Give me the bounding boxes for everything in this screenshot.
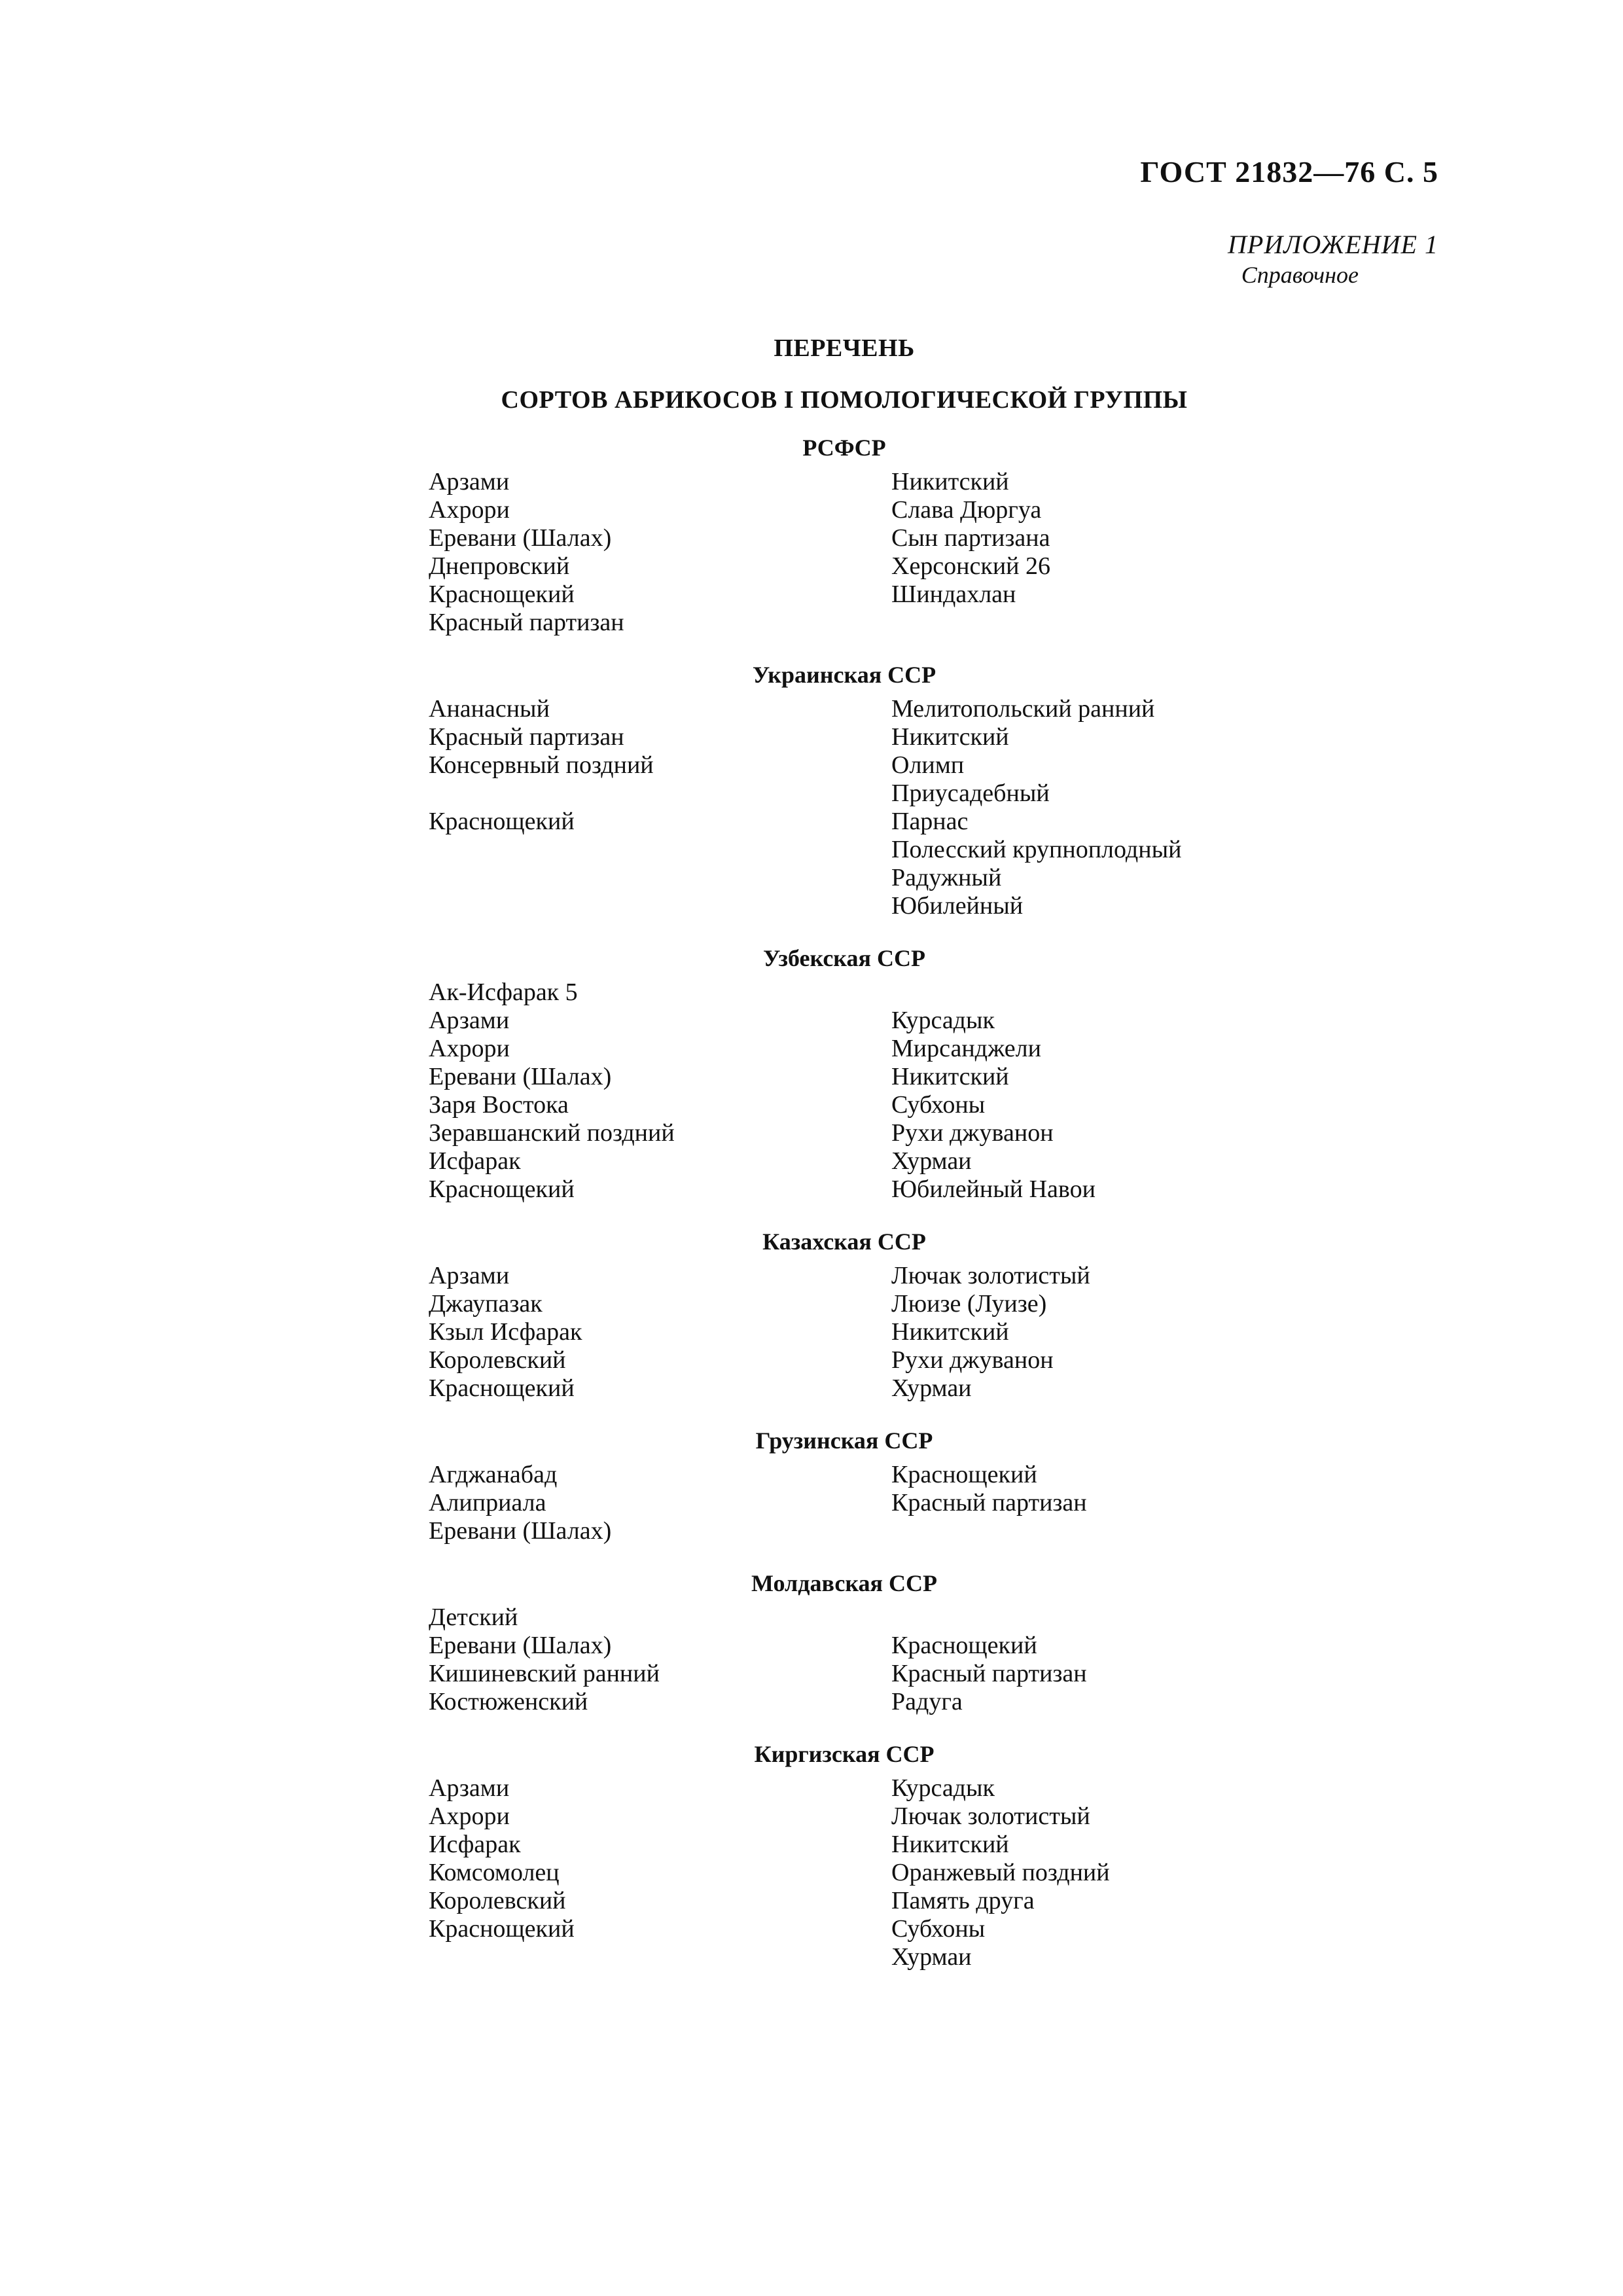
region-title: Грузинская ССР — [755, 1427, 933, 1454]
variety-name: Радужный — [891, 864, 1002, 891]
variety-name: Радуга — [891, 1688, 963, 1715]
variety-name: Мирсанджели — [891, 1035, 1041, 1062]
variety-name: Никитский — [891, 468, 1009, 495]
variety-name: Никитский — [891, 723, 1009, 751]
variety-name: Парнас — [891, 808, 969, 835]
variety-name: Ахрори — [429, 1803, 510, 1830]
variety-name: Еревани (Шалах) — [429, 524, 612, 552]
right-column — [887, 1262, 1415, 1403]
variety-name: Лючак золотистый — [891, 1262, 1090, 1289]
variety-name: Лючак золотистый — [891, 1803, 1090, 1830]
variety-name: Красный партизан — [891, 1660, 1087, 1687]
variety-name: Хурмаи — [891, 1374, 972, 1402]
right-column — [887, 468, 1415, 637]
variety-name: Полесский крупноплодный — [891, 836, 1182, 863]
variety-name: Оранжевый поздний — [891, 1859, 1110, 1886]
right-column — [887, 695, 1415, 920]
blank-line — [891, 1604, 1415, 1632]
variety-name: Арзами — [429, 468, 510, 495]
variety-name: Арзами — [429, 1774, 510, 1802]
variety-name: Курсадык — [891, 1007, 995, 1034]
variety-name: Арзами — [429, 1007, 510, 1034]
variety-name: Комсомолец — [429, 1859, 560, 1886]
document-title-block — [65, 334, 1623, 414]
variety-name: Приусадебный — [891, 780, 1050, 807]
region-columns — [0, 695, 1623, 920]
variety-name: Юбилейный Навои — [891, 1175, 1096, 1203]
region-section — [0, 1734, 1623, 1971]
variety-name: Хурмаи — [891, 1943, 972, 1971]
appendix-subtitle: Справочное — [1241, 262, 1359, 288]
variety-name: Сын партизана — [891, 524, 1050, 552]
variety-name: Красный партизан — [429, 609, 624, 636]
variety-name: Ахрори — [429, 1035, 510, 1062]
region-section — [0, 1563, 1623, 1716]
variety-name: Субхоны — [891, 1091, 986, 1119]
region-columns — [0, 1604, 1623, 1716]
region-columns — [0, 1262, 1623, 1403]
variety-name: Красный партизан — [891, 1489, 1087, 1516]
region-columns — [0, 978, 1623, 1204]
variety-name: Детский — [429, 1604, 518, 1631]
right-column — [887, 978, 1415, 1204]
variety-name: Джаупазак — [429, 1290, 543, 1318]
variety-name: Слава Дюргуа — [891, 496, 1042, 524]
variety-name: Шиндахлан — [891, 581, 1016, 608]
variety-name: Кзыл Исфарак — [429, 1318, 582, 1346]
region-section — [0, 1221, 1623, 1403]
region-title: Киргизская ССР — [754, 1741, 935, 1767]
variety-name: Никитский — [891, 1318, 1009, 1346]
variety-name: Память друга — [891, 1887, 1035, 1914]
document-title: ПЕРЕЧЕНЬ — [774, 334, 915, 362]
right-column — [887, 1604, 1415, 1716]
variety-name: Агджанабад — [429, 1461, 558, 1488]
variety-name: Алиприала — [429, 1489, 546, 1516]
variety-name: Исфарак — [429, 1831, 521, 1858]
right-column — [887, 1774, 1415, 1971]
variety-name: Юбилейный — [891, 892, 1024, 920]
region-title: Узбекская ССР — [763, 945, 925, 971]
region-title: РСФСР — [802, 435, 886, 461]
variety-name: Заря Востока — [429, 1091, 569, 1119]
variety-name: Костюженский — [429, 1688, 588, 1715]
region-columns — [0, 1774, 1623, 1971]
appendix-title: ПРИЛОЖЕНИЕ 1 — [1228, 230, 1438, 259]
variety-name: Зеравшанский поздний — [429, 1119, 675, 1147]
region-title: Украинская ССР — [752, 662, 936, 688]
variety-name: Кишиневский ранний — [429, 1660, 660, 1687]
left-column — [429, 1461, 887, 1545]
page-header: ГОСТ 21832—76 С. 5 — [1140, 155, 1438, 188]
left-column — [429, 1262, 887, 1403]
variety-name: Днепровский — [429, 552, 570, 580]
variety-name: Субхоны — [891, 1915, 986, 1943]
variety-name: Краснощекий — [429, 808, 575, 835]
variety-name: Краснощекий — [429, 581, 575, 608]
variety-name: Королевский — [429, 1346, 566, 1374]
left-column — [429, 978, 887, 1204]
region-section — [0, 938, 1623, 1204]
variety-name: Краснощекий — [429, 1915, 575, 1943]
document-subtitle: СОРТОВ АБРИКОСОВ I ПОМОЛОГИЧЕСКОЙ ГРУППЫ — [501, 386, 1188, 414]
region-title: Молдавская ССР — [751, 1570, 937, 1596]
variety-name: Еревани (Шалах) — [429, 1632, 612, 1659]
left-column — [429, 468, 887, 637]
variety-name: Еревани (Шалах) — [429, 1517, 612, 1545]
variety-name: Хурмаи — [891, 1147, 972, 1175]
blank-line — [429, 780, 887, 808]
variety-name: Ананасный — [429, 695, 550, 723]
variety-name: Королевский — [429, 1887, 566, 1914]
variety-name: Рухи джуванон — [891, 1346, 1054, 1374]
variety-name: Еревани (Шалах) — [429, 1063, 612, 1090]
region-columns — [0, 468, 1623, 637]
variety-name: Курсадык — [891, 1774, 995, 1802]
region-columns — [0, 1461, 1623, 1545]
variety-name: Рухи джуванон — [891, 1119, 1054, 1147]
variety-name: Красный партизан — [429, 723, 624, 751]
variety-name: Никитский — [891, 1831, 1009, 1858]
variety-list — [0, 427, 1623, 1989]
variety-name: Мелитопольский ранний — [891, 695, 1155, 723]
region-section — [0, 427, 1623, 637]
variety-name: Олимп — [891, 751, 965, 779]
left-column — [429, 695, 887, 920]
variety-name: Ак-Исфарак 5 — [429, 978, 578, 1006]
variety-name: Исфарак — [429, 1147, 521, 1175]
variety-name: Краснощекий — [891, 1632, 1037, 1659]
variety-name: Херсонский 26 — [891, 552, 1051, 580]
right-column — [887, 1461, 1415, 1545]
left-column — [429, 1774, 887, 1971]
variety-name: Ахрори — [429, 496, 510, 524]
variety-name: Краснощекий — [429, 1175, 575, 1203]
region-section — [0, 655, 1623, 920]
region-section — [0, 1420, 1623, 1545]
variety-name: Люизе (Луизе) — [891, 1290, 1047, 1318]
blank-line — [891, 978, 1415, 1007]
variety-name: Арзами — [429, 1262, 510, 1289]
variety-name: Краснощекий — [429, 1374, 575, 1402]
region-title: Казахская ССР — [762, 1229, 926, 1255]
variety-name: Никитский — [891, 1063, 1009, 1090]
left-column — [429, 1604, 887, 1716]
appendix-label — [1046, 229, 1438, 289]
variety-name: Краснощекий — [891, 1461, 1037, 1488]
variety-name: Консервный поздний — [429, 751, 654, 779]
